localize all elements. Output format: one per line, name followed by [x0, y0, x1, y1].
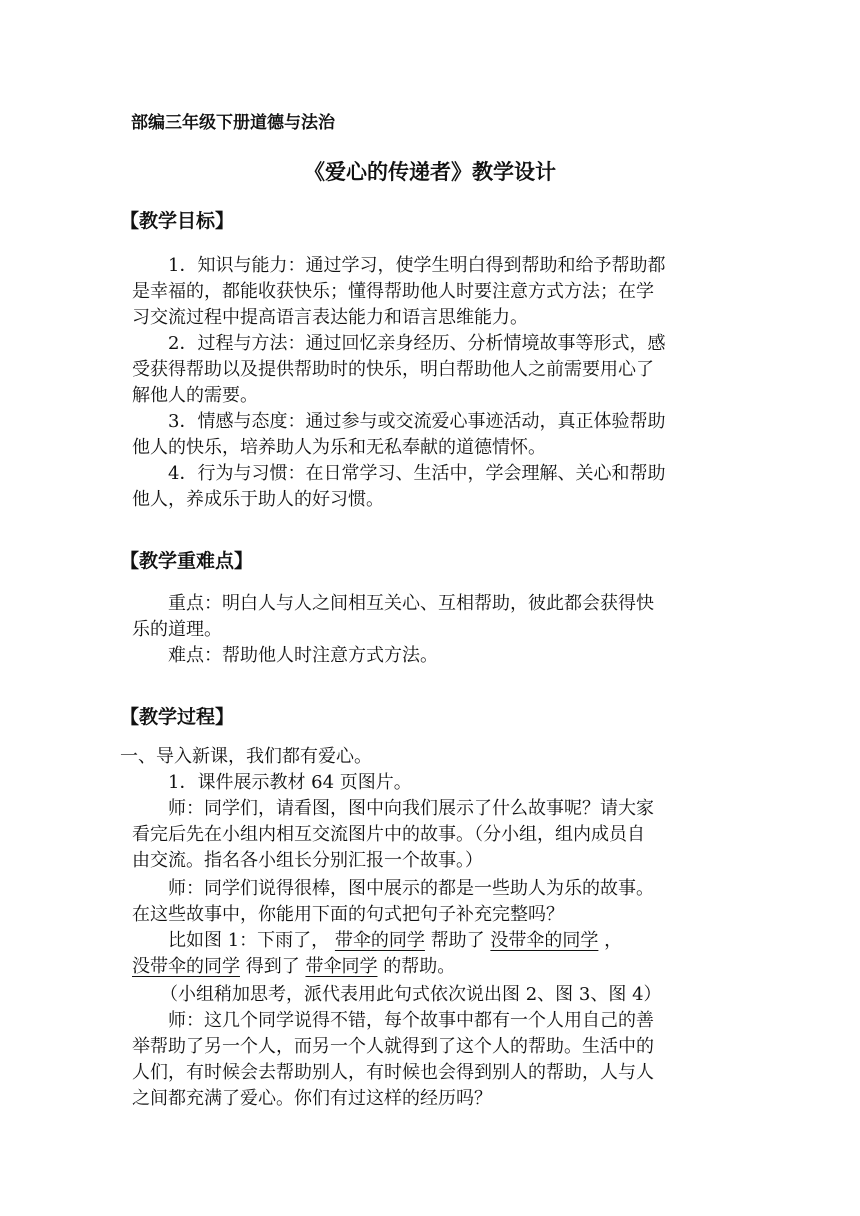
- paragraph-line: 难点：帮助他人时注意方式方法。: [168, 645, 438, 666]
- paragraph-line: 之间都充满了爱心。你们有过这样的经历吗？: [132, 1088, 492, 1109]
- paragraph-line: （小组稍加思考，派代表用此句式依次说出图 2、图 3、图 4）: [160, 984, 662, 1005]
- example-text: 比如图 1：下雨了，: [168, 930, 330, 951]
- paragraph-line: 由交流。指名各小组长分别汇报一个故事。）: [132, 850, 483, 871]
- paragraph-line: 2．过程与方法：通过回忆亲身经历、分析情境故事等形式，感: [168, 333, 666, 354]
- paragraph-line: 1．知识与能力：通过学习，使学生明白得到帮助和给予帮助都: [168, 255, 666, 276]
- example-text: ，: [604, 930, 623, 951]
- paragraph-line: 他人的快乐，培养助人为乐和无私奉献的道德情怀。: [132, 437, 546, 458]
- example-sentence-line: [168, 928, 622, 954]
- paragraph-line: 重点：明白人与人之间相互关心、互相帮助，彼此都会获得快: [168, 593, 654, 614]
- subject-label: 部编三年级下册道德与法治: [131, 113, 335, 133]
- paragraph-line: 师：同学们说得很棒，图中展示的都是一些助人为乐的故事。: [168, 878, 654, 899]
- paragraph-line: 乐的道理。: [132, 619, 222, 640]
- fill-blank-answer: 带伞的同学: [334, 930, 425, 951]
- paragraph-line: 举帮助了另一个人，而另一个人就得到了这个人的帮助。生活中的: [132, 1036, 654, 1057]
- section-heading-process: 【教学过程】: [120, 706, 235, 728]
- paragraph-line: 师：同学们，请看图，图中向我们展示了什么故事呢？请大家: [168, 798, 654, 819]
- example-text: 的帮助。: [383, 956, 456, 977]
- paragraph-line: 一、导入新课，我们都有爱心。: [120, 746, 372, 767]
- fill-blank-answer: 带伞同学: [305, 956, 378, 977]
- fill-blank-answer: 没带伞的同学: [132, 956, 240, 977]
- paragraph-line: 3．情感与态度：通过参与或交流爱心事迹活动，真正体验帮助: [168, 411, 666, 432]
- section-heading-key-points: 【教学重难点】: [120, 550, 254, 572]
- paragraph-line: 在这些故事中，你能用下面的句式把句子补充完整吗？: [132, 904, 564, 925]
- example-text: 帮助了: [430, 930, 485, 951]
- paragraph-line: 人们，有时候会去帮助别人，有时候也会得到别人的帮助，人与人: [132, 1062, 654, 1083]
- example-text: 得到了: [245, 956, 300, 977]
- paragraph-line: 受获得帮助以及提供帮助时的快乐，明白帮助他人之前需要用心了: [132, 359, 654, 380]
- paragraph-line: 解他人的需要。: [132, 385, 258, 406]
- paragraph-line: 是幸福的，都能收获快乐；懂得帮助他人时要注意方式方法；在学: [132, 281, 654, 302]
- paragraph-line: 4．行为与习惯：在日常学习、生活中，学会理解、关心和帮助: [168, 463, 666, 484]
- paragraph-line: 他人，养成乐于助人的好习惯。: [132, 489, 384, 510]
- example-sentence-line: [132, 954, 455, 980]
- paragraph-line: 1．课件展示教材 64 页图片。: [168, 772, 412, 793]
- section-heading-goals: 【教学目标】: [120, 210, 235, 232]
- paragraph-line: 习交流过程中提高语言表达能力和语言思维能力。: [132, 307, 528, 328]
- fill-blank-answer: 没带伞的同学: [490, 930, 599, 951]
- page-title: 《爱心的传递者》教学设计: [304, 160, 556, 184]
- paragraph-line: 师：这几个同学说得不错，每个故事中都有一个人用自己的善: [168, 1010, 654, 1031]
- paragraph-line: 看完后先在小组内相互交流图片中的故事。（分小组，组内成员自: [132, 824, 645, 845]
